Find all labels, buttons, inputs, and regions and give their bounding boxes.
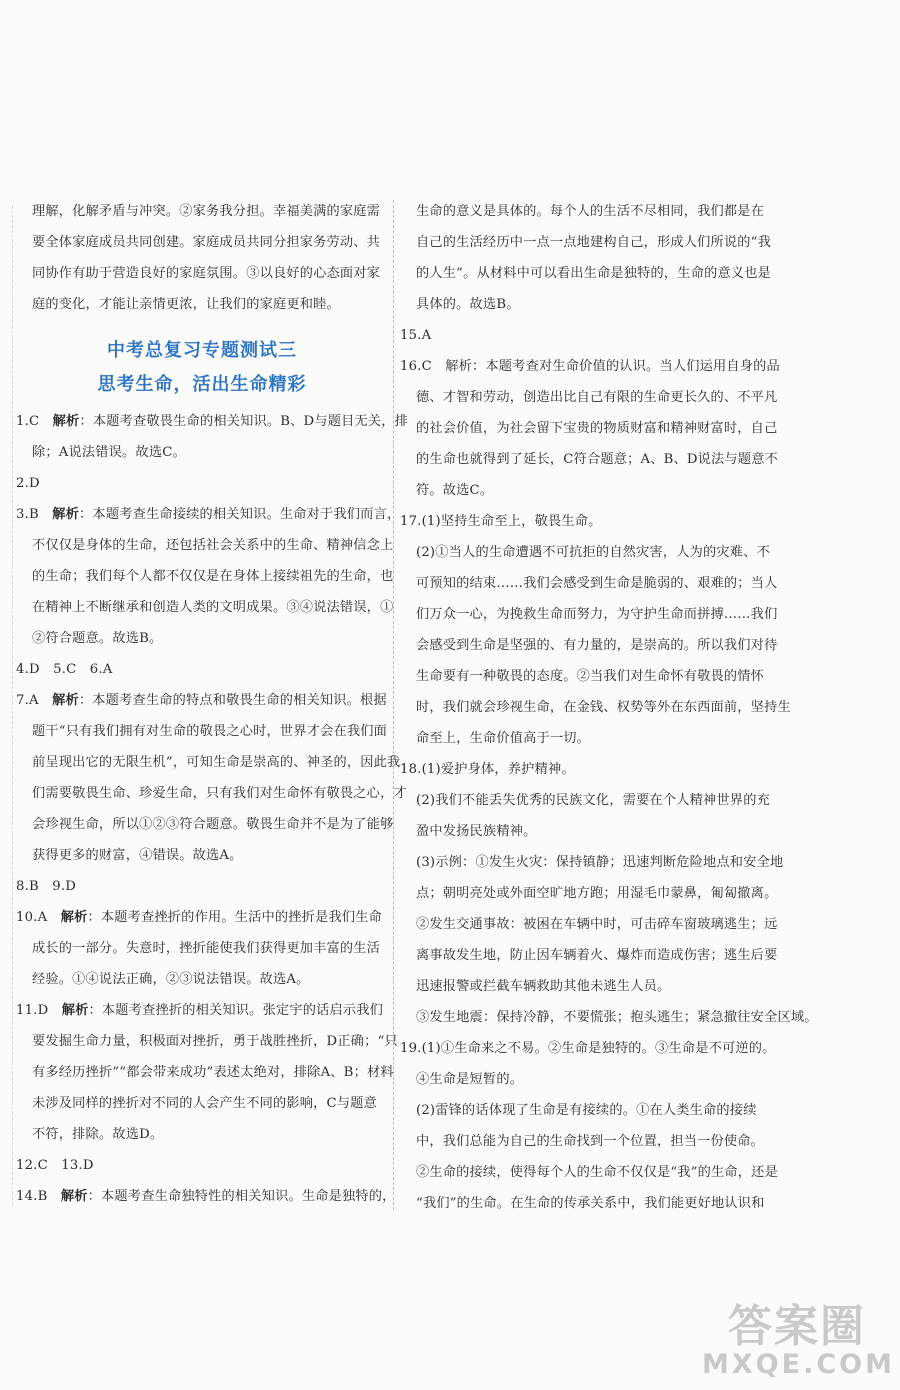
answer-line: [16, 1057, 394, 1088]
answer-line: 的生命也就得到了延长，C符合题意；A、B、D说法与题意不: [416, 452, 778, 467]
answer-text: 不仅仅是身体的生命，还包括社会关系中的生命、精神信念上: [32, 538, 394, 553]
answer-line: [16, 933, 388, 964]
answer-line: [16, 871, 388, 902]
answer-line: [16, 623, 388, 654]
answer-text: ：本题考查生命独特性的相关知识。生命是独特的，: [87, 1189, 396, 1204]
analysis-label: 解析: [60, 910, 88, 925]
answer-number: 3.B: [16, 507, 39, 522]
answer-line: (3)示例：①发生火灾：保持镇静；迅速判断危险地点和安全地: [416, 855, 784, 870]
answer-number: 2.D: [16, 476, 40, 491]
answer-line: 符。故选C。: [416, 483, 494, 498]
answer-text: 会珍视生命，所以①②③符合题意。敬畏生命并不是为了能够: [32, 817, 394, 832]
answer-line: ④生命是短暂的。: [416, 1072, 524, 1087]
answer-line: 时，我们就会珍视生命，在金钱、权势等外在东西面前，坚持生: [416, 700, 791, 715]
answer-line: 生命的意义是具体的。每个人的生活不尽相同，我们都是在: [416, 204, 765, 219]
answer-line: [16, 530, 394, 561]
answer-text: 要发掘生命力量，积极面对挫折，勇于战胜挫折，D正确；“只: [32, 1034, 398, 1049]
analysis-label: 解析: [52, 414, 80, 429]
answer-line: [16, 406, 409, 437]
answer-line: [16, 437, 388, 468]
answer-line: (2)①当人的生命遭遇不可抗拒的自然灾害，人为的灾难、不: [416, 545, 770, 560]
answer-line: [16, 685, 388, 716]
answer-text: ：本题考查挫折的作用。生活中的挫折是我们生命: [87, 910, 382, 925]
right-answer-list: [400, 196, 818, 1219]
answer-line: [16, 1150, 388, 1181]
answer-line: [16, 1181, 396, 1212]
answer-line: 迅速报警或拦截车辆救助其他未逃生人员。: [416, 979, 671, 994]
answer-list: [16, 406, 409, 1212]
answer-line: [16, 809, 394, 840]
answer-line: 生命要有一种敬畏的态度。②当我们对生命怀有敬畏的情怀: [416, 669, 765, 684]
analysis-label: 解析: [61, 1003, 89, 1018]
answer-text: 获得更多的财富，④错误。故选A。: [32, 848, 243, 863]
answer-text: ：本题考查生命接续的相关知识。生命对于我们而言，: [79, 507, 401, 522]
answer-number: 7.A: [16, 693, 39, 708]
answer-text: 在精神上不断继承和创造人类的文明成果。③④说法错误，①: [32, 600, 394, 615]
answer-line: 18.(1)爱护身体，养护精神。: [400, 762, 575, 777]
answer-line: [16, 654, 388, 685]
answer-line: ③发生地震：保持冷静，不要慌张；抱头逃生；紧急撤往安全区域。: [416, 1010, 818, 1025]
answer-line: [16, 1026, 398, 1057]
answer-number: 12.C 13.D: [16, 1158, 94, 1173]
answer-text: 经验。①④说法正确，②③说法错误。故选A。: [32, 972, 310, 987]
answer-line: 的社会价值，为社会留下宝贵的物质财富和精神财富时，自己: [416, 421, 778, 436]
answer-line: 们万众一心，为挽救生命而努力，为守护生命而拼搏……我们: [416, 607, 778, 622]
answer-text: 题干“只有我们拥有对生命的敬畏之心时，世界才会在我们面: [32, 724, 388, 739]
answer-line: 具体的。故选B。: [416, 297, 520, 312]
answer-line: 16.C 解析：本题考查对生命价值的认识。当人们运用自身的品: [400, 359, 780, 374]
watermark-url: MXQE.COM: [702, 1349, 895, 1380]
intro-line: 同协作有助于营造良好的家庭氛围。③以良好的心态面对家: [32, 266, 381, 281]
answer-line: 17.(1)坚持生命至上，敬畏生命。: [400, 514, 602, 529]
answer-line: 盈中发扬民族精神。: [416, 824, 537, 839]
answer-text: 不符，排除。故选D。: [32, 1127, 164, 1142]
answer-line: 15.A: [400, 328, 432, 343]
answer-text: ：本题考查生命的特点和敬畏生命的相关知识。根据: [78, 693, 387, 708]
answer-line: 离事故发生地，防止因车辆着火、爆炸而造成伤害；逃生后要: [416, 948, 778, 963]
left-column: [16, 196, 409, 1212]
answer-number: 10.A: [16, 910, 48, 925]
answer-line: [16, 840, 388, 871]
answer-text: ：本题考查挫折的相关知识。张定宇的话启示我们: [88, 1003, 384, 1018]
answer-line: 的人生”。从材料中可以看出生命是独特的，生命的意义也是: [416, 266, 772, 281]
answer-number: 8.B 9.D: [16, 879, 77, 894]
answer-line: ②发生交通事故：被困在车辆中时，可击碎车窗玻璃逃生；远: [416, 917, 778, 932]
answer-number: 11.D: [16, 1003, 49, 1018]
answer-line: [16, 499, 401, 530]
answer-line: [16, 902, 388, 933]
answer-line: [16, 995, 388, 1026]
answer-line: [16, 964, 388, 995]
answer-text: 前呈现出它的无限生机”，可知生命是崇高的、神圣的，因此我: [32, 755, 401, 770]
intro-line: 庭的变化，才能让亲情更浓，让我们的家庭更和睦。: [32, 297, 340, 312]
answer-line: 中，我们总能为自己的生命找到一个位置，担当一份使命。: [416, 1134, 765, 1149]
intro-line: 要全体家庭成员共同创建。家庭成员共同分担家务劳动、共: [32, 235, 381, 250]
answer-line: [16, 1119, 388, 1150]
answer-line: ②生命的接续，使得每个人的生命不仅仅是“我”的生命，还是: [416, 1165, 778, 1180]
answer-text: 们需要敬畏生命、珍爱生命，只有我们对生命怀有敬畏之心，才: [32, 786, 407, 801]
analysis-label: 解析: [52, 507, 80, 522]
answer-line: “我们”的生命。在生命的传承关系中，我们能更好地认识和: [416, 1196, 765, 1211]
answer-text: 除；A说法错误。故选C。: [32, 445, 186, 460]
answer-line: 命至上，生命价值高于一切。: [416, 731, 591, 746]
answer-number: 1.C: [16, 414, 40, 429]
answer-text: 成长的一部分。失意时，挫折能使我们获得更加丰富的生活: [32, 941, 381, 956]
answer-line: 点；朝明亮处或外面空旷地方跑；用湿毛巾蒙鼻，匍匐撤离。: [416, 886, 778, 901]
section-title: 中考总复习专题测试三: [107, 340, 297, 361]
intro-line: 理解，化解矛盾与冲突。②家务我分担。幸福美满的家庭需: [32, 204, 381, 219]
answer-line: [16, 561, 394, 592]
answer-line: 德、才智和劳动，创造出比自己有限的生命更长久的、不平凡: [416, 390, 778, 405]
answer-number: 14.B: [16, 1189, 48, 1204]
answer-line: (2)我们不能丢失优秀的民族文化，需要在个人精神世界的充: [416, 793, 770, 808]
answer-line: 可预知的结束……我们会感受到生命是脆弱的、艰难的；当人: [416, 576, 778, 591]
answer-number: 4.D 5.C 6.A: [16, 662, 113, 677]
right-column: [400, 196, 818, 1219]
answer-line: [16, 468, 388, 499]
left-margin-rule: [12, 205, 13, 1205]
answer-line: [16, 716, 388, 747]
answer-line: [16, 1088, 388, 1119]
answer-text: ：本题考查敬畏生命的相关知识。B、D与题目无关，排: [79, 414, 409, 429]
section-subtitle: 思考生命，活出生命精彩: [97, 374, 307, 395]
answer-line: 自己的生活经历中一点一点地建构自己，形成人们所说的“我: [416, 235, 772, 250]
watermark-logo: [702, 1301, 895, 1384]
answer-line: 19.(1)①生命来之不易。②生命是独特的。③生命是不可逆的。: [400, 1041, 776, 1056]
answer-line: 会感受到生命是坚强的、有力量的，是崇高的。所以我们对待: [416, 638, 778, 653]
answer-text: 的生命；我们每个人都不仅仅是在身体上接续祖先的生命，也: [32, 569, 394, 584]
answer-line: (2)雷锋的话体现了生命是有接续的。①在人类生命的接续: [416, 1103, 757, 1118]
answer-text: ②符合题意。故选B。: [32, 631, 163, 646]
analysis-label: 解析: [52, 693, 79, 708]
watermark-text: 答案圈: [728, 1301, 866, 1352]
answer-text: 未涉及同样的挫折对不同的人会产生不同的影响，C与题意: [32, 1096, 377, 1111]
analysis-label: 解析: [60, 1189, 88, 1204]
answer-line: [16, 747, 401, 778]
answer-line: [16, 592, 394, 623]
answer-line: [16, 778, 407, 809]
answer-text: 有多经历挫折”“都会带来成功”表述太绝对，排除A、B；材料: [32, 1065, 394, 1080]
